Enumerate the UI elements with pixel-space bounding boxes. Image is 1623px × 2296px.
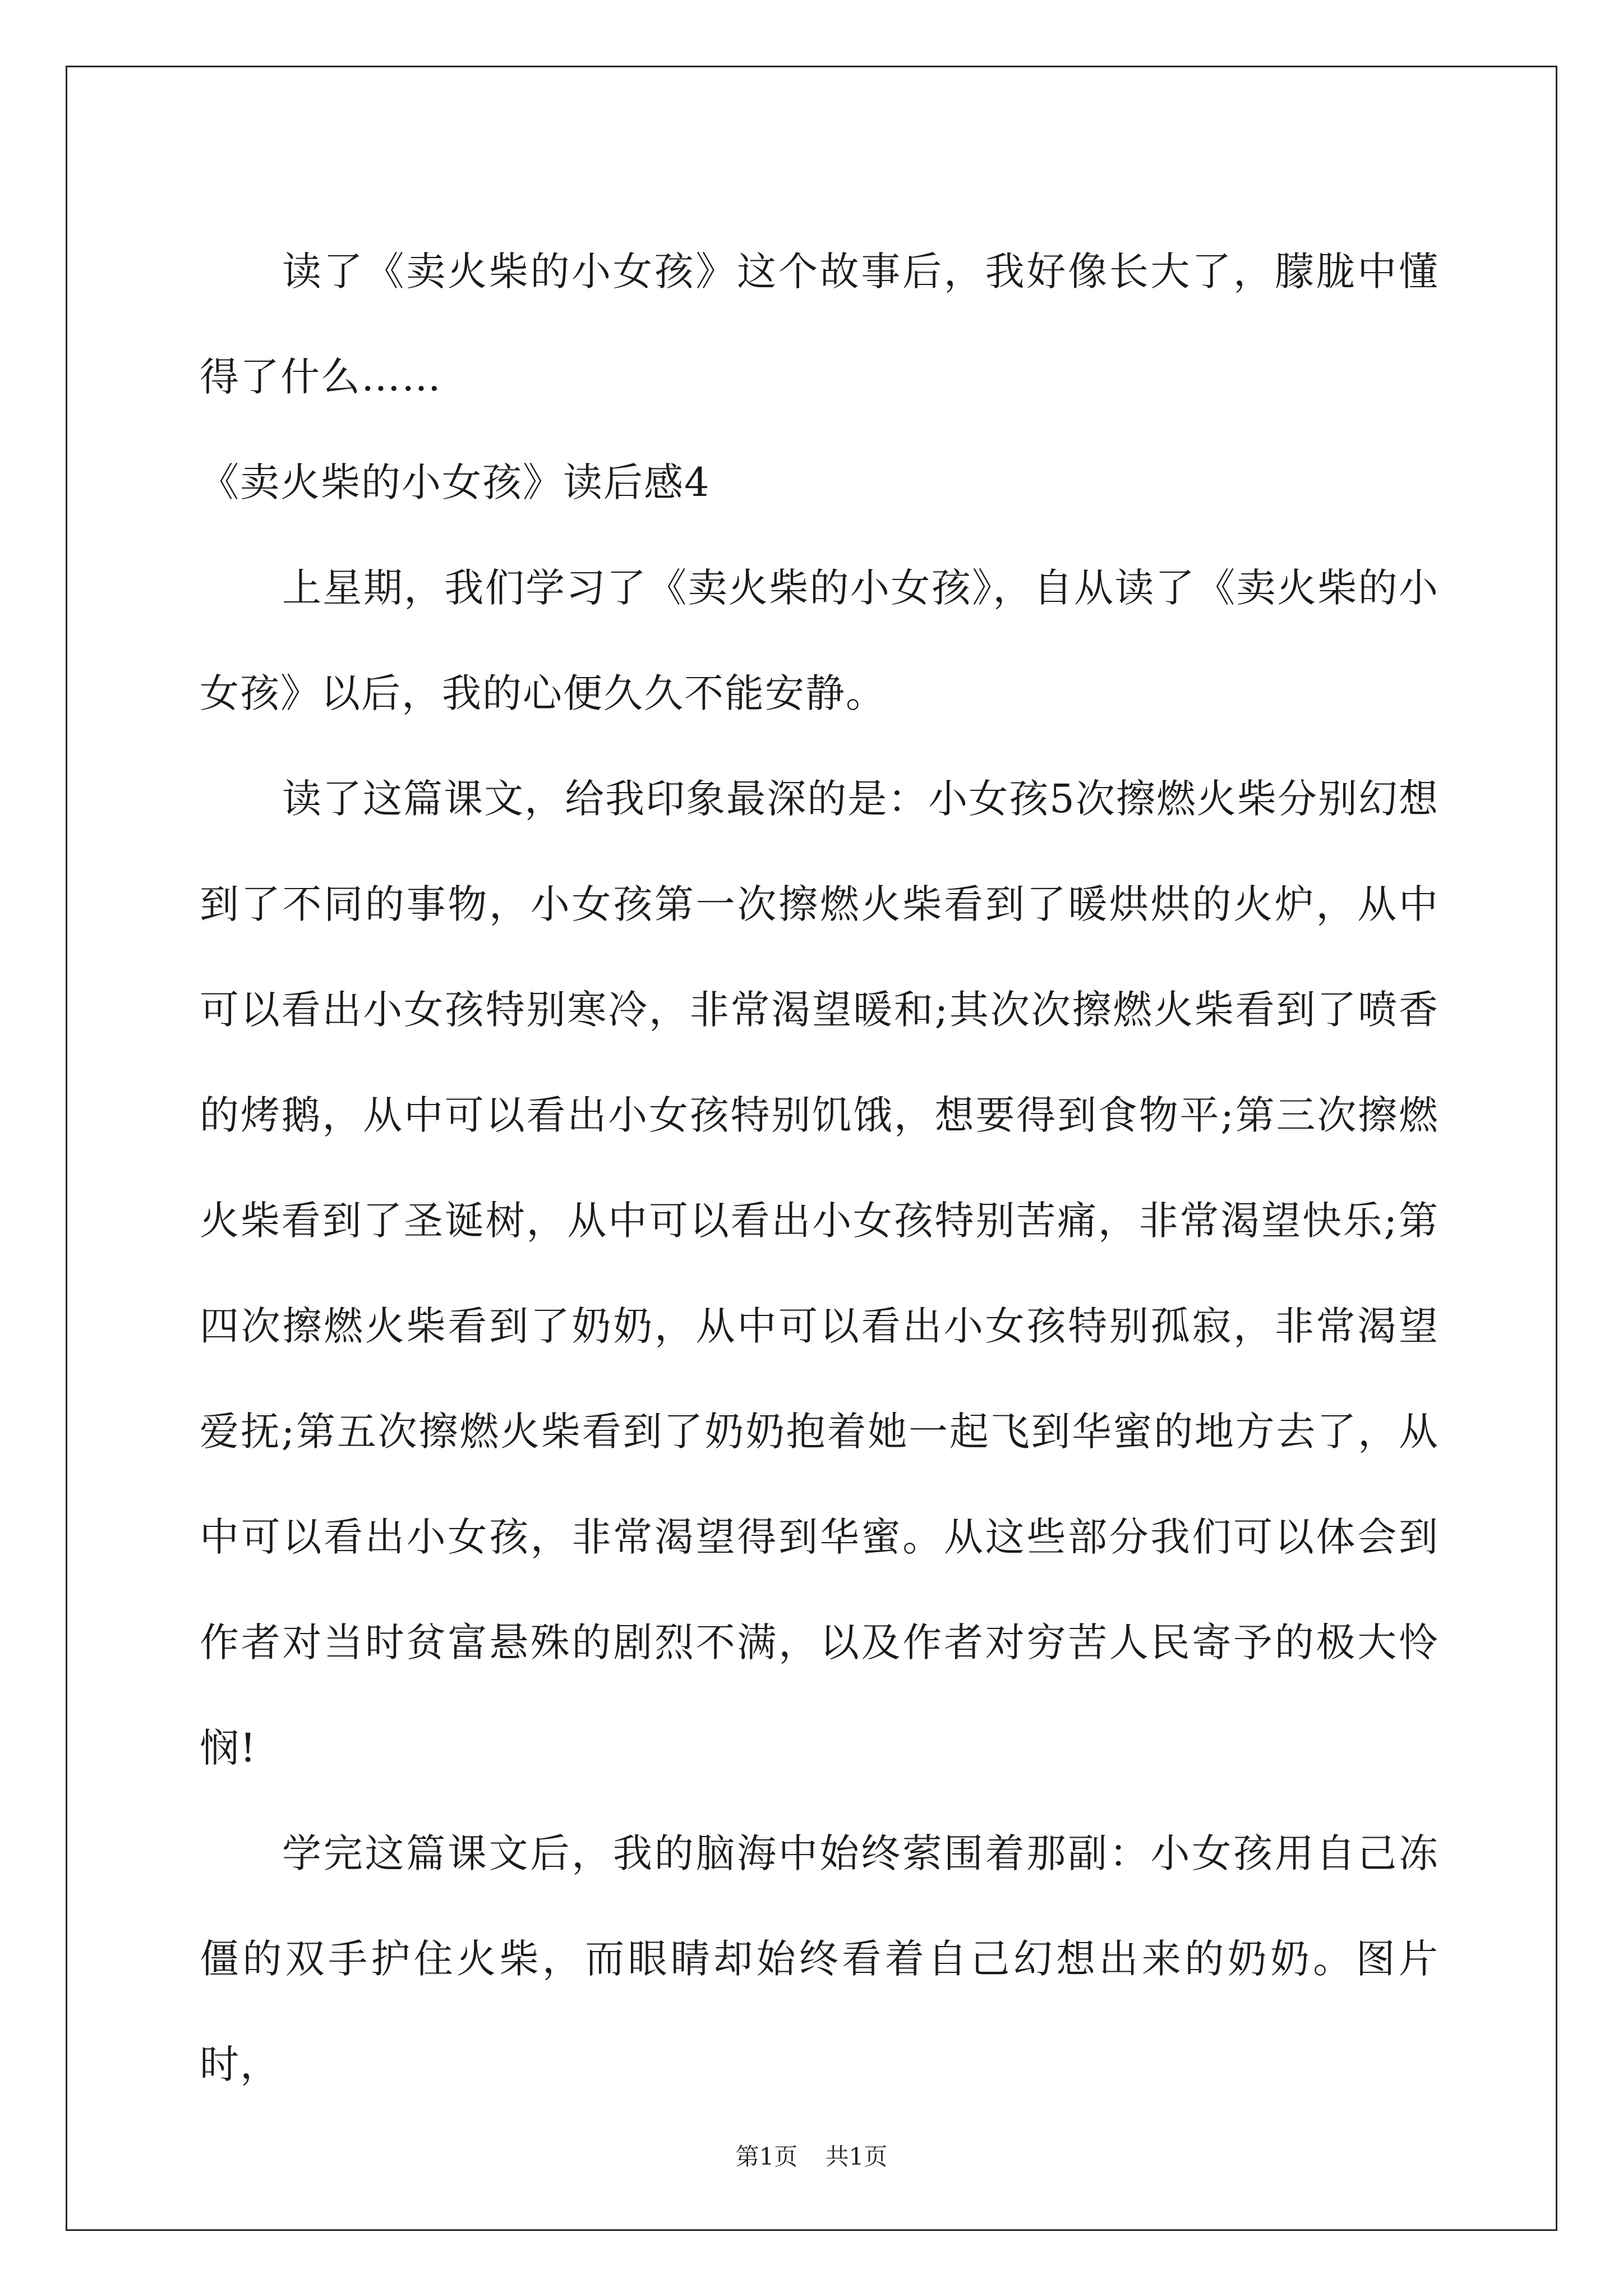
page-number-total: 共1页 [825,2143,888,2170]
section-heading: 《卖火柴的小女孩》读后感4 [200,459,711,505]
page-footer [0,2138,1623,2172]
paragraph: 上星期，我们学习了《卖火柴的小女孩》，自从读了《卖火柴的小女孩》以后，我的心便久久不能安静。 [200,565,1439,716]
paragraph: 读了《卖火柴的小女孩》这个故事后，我好像长大了，朦胧中懂得了什么…… [200,249,1439,400]
paragraph: 读了这篇课文，给我印象最深的是：小女孩5次擦燃火柴分别幻想到了不同的事物，小女孩第一次擦燃火柴看到了暖烘烘的火炉，从中可以看出小女孩特别寒冷，非常渴望暖和;其次次擦燃火柴看到了喷香的烤鹅，从中可以看出小女孩特别饥饿，想要得到食物平;第三次擦燃火柴看到了圣诞树，从中可以看出小女孩特别苦痛，非常渴望快乐;第四次擦燃火柴看到了奶奶，从中可以看出小女孩特别孤寂，非常渴望爱抚;第五次擦燃火柴看到了奶奶抱着她一起飞到华蜜的地方去了，从中可以看出小女孩，非常渴望得到华蜜。从这些部分我们可以体会到作者对当时贫富悬殊的剧烈不满，以及作者对穷苦人民寄予的极大怜悯! [200,776,1439,1771]
document-body [200,219,1439,2117]
page-number-current: 第1页 [735,2143,798,2170]
paragraph: 学完这篇课文后，我的脑海中始终萦围着那副：小女孩用自己冻僵的双手护住火柴，而眼睛却始终看着自己幻想出来的奶奶。图片时， [200,1830,1439,2087]
